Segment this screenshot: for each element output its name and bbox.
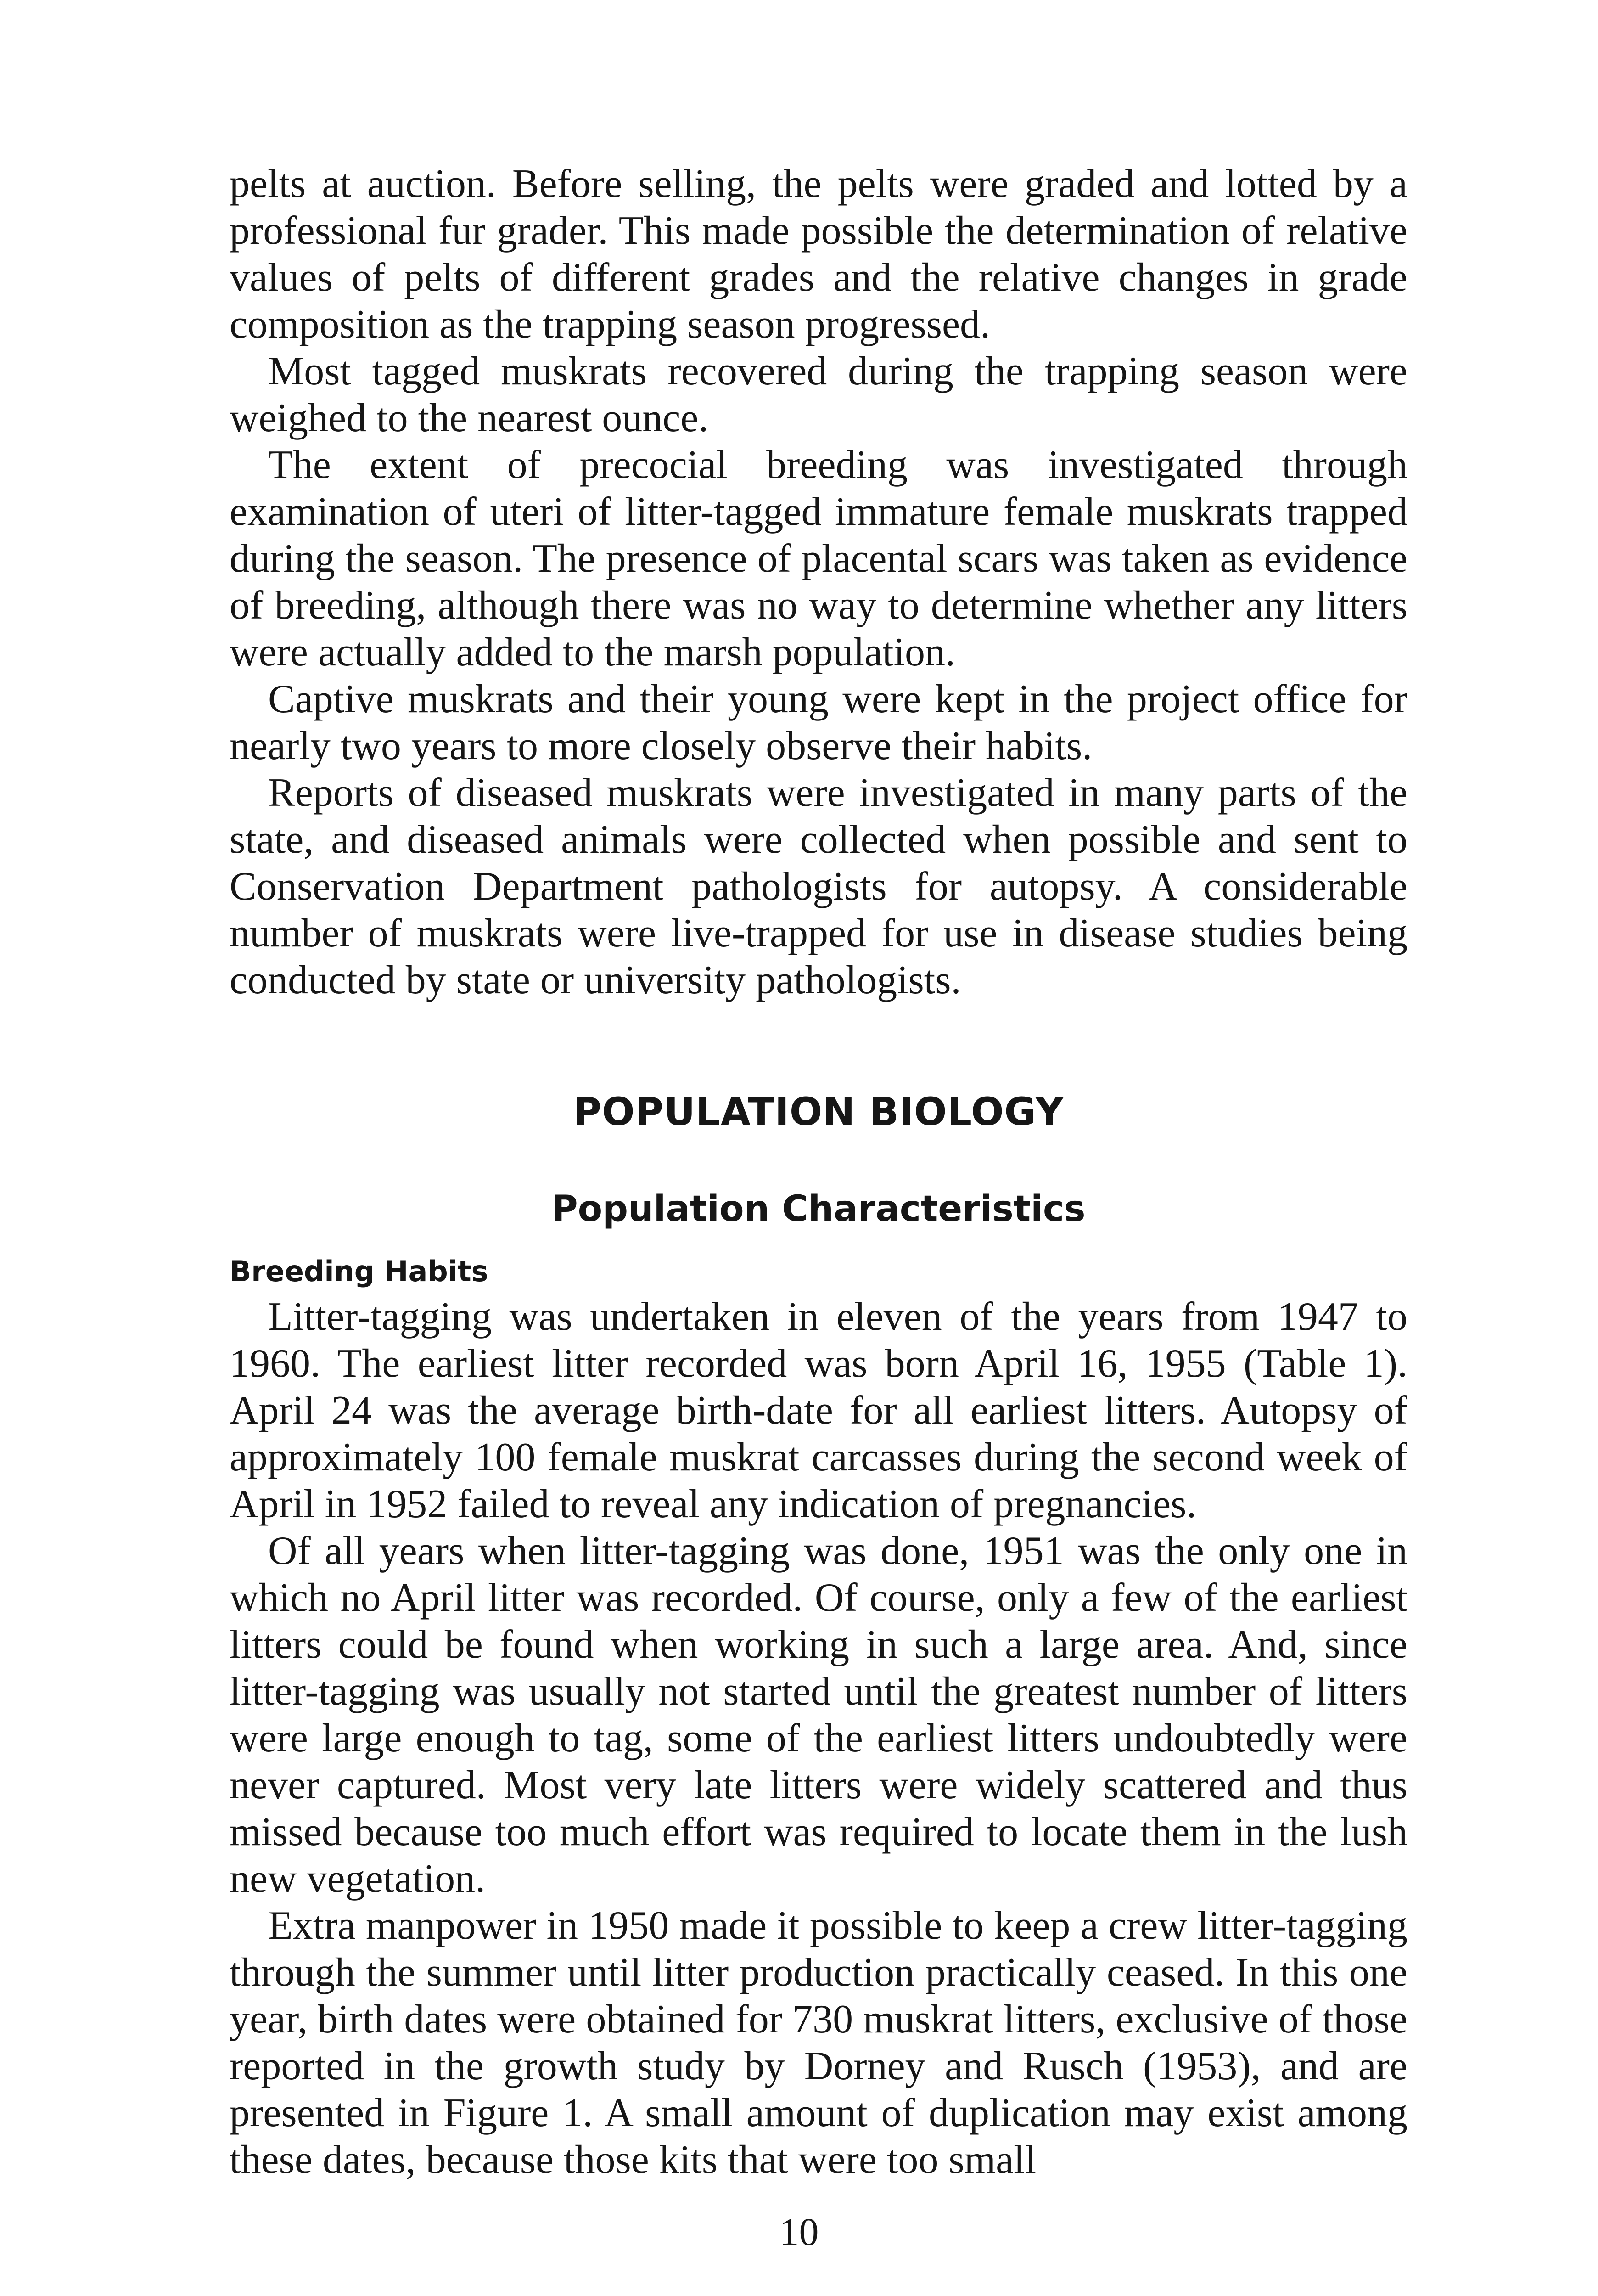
paragraph-disease-reports: Reports of diseased muskrats were investigated in many parts of the state, and diseased animals were collected when possible and sent to Conservation Department pathologists for autopsy. A considerable number of muskrats were live-trapped for use in disease studies being conducted by state or university pathologists.	[230, 771, 1407, 1002]
page-body	[230, 161, 1407, 2183]
paragraph-litter-tagging: Litter-tagging was undertaken in eleven of the years from 1947 to 1960. The earliest litter recorded was born April 16, 1955 (Table 1). April 24 was the average birth-date for all earliest litters. Autopsy of approximately 100 female muskrat carcasses during the second week of April in 1952 failed to reveal any indication of pregnancies.	[230, 1294, 1407, 1526]
subsection-title: Population Characteristics	[551, 1188, 1086, 1230]
paragraph-captive-muskrats: Captive muskrats and their young were kept in the project office for nearly two years to more closely observe their habits.	[230, 677, 1407, 768]
section-title: POPULATION BIOLOGY	[573, 1089, 1064, 1134]
paragraph-extra-manpower: Extra manpower in 1950 made it possible to keep a crew litter-tagging through the summer until litter production practically ceased. In this one year, birth dates were obtained for 730 muskrat litters, exclusive of those reported in the growth study by Dorney and Rusch (1953), and are presented in Figure 1. A small amount of duplication may exist among these dates, because those kits that were too small	[230, 1903, 1407, 2182]
paragraph-precocial-breeding: The extent of precocial breeding was investigated through examination of uteri of litter-tagged immature female muskrats trapped during the season. The presence of placental scars was taken as evidence of breeding, although there was no way to determine whether any litters were actually added to the marsh population.	[230, 443, 1407, 675]
minor-heading: Breeding Habits	[230, 1255, 488, 1288]
paragraph-april-litters: Of all years when litter-tagging was done, 1951 was the only one in which no April litter was recorded. Of course, only a few of the earliest litters could be found when working in such a large area. And, since litter-tagging was usually not started until the greatest number of litters were large enough to tag, some of the earliest litters undoubtedly were never captured. Most very late litters were widely scattered and thus missed because too much effort was required to locate them in the lush new vegetation.	[230, 1529, 1407, 1901]
paragraph-weighing: Most tagged muskrats recovered during the trapping season were weighed to the nearest ounce.	[230, 349, 1407, 440]
page-number: 10	[779, 2210, 819, 2254]
paragraph-continued: pelts at auction. Before selling, the pelts were graded and lotted by a professional fur grader. This made possible the determination of relative values of pelts of different grades and the relative changes in grade composition as the trapping season progressed.	[230, 162, 1407, 347]
